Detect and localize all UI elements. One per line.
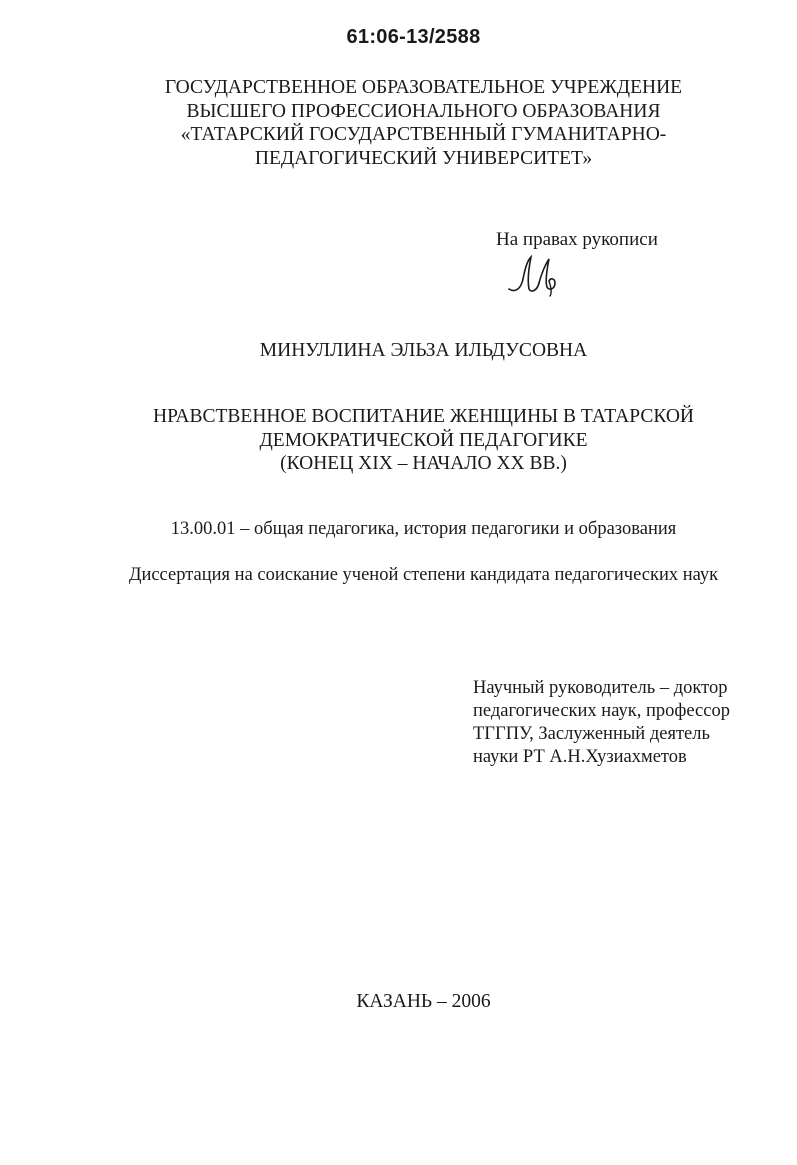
institution-line: ГОСУДАРСТВЕННОЕ ОБРАЗОВАТЕЛЬНОЕ УЧРЕЖДЕНИЕ — [164, 77, 683, 98]
specialty-code: 13.00.01 – общая педагогика, история педагогики и образования — [170, 519, 677, 539]
author-name: МИНУЛЛИНА ЭЛЬЗА ИЛЬДУСОВНА — [259, 340, 588, 361]
institution-name — [0, 76, 797, 170]
supervisor-line: Научный руководитель – доктор — [473, 678, 728, 698]
institution-line: ВЫСШЕГО ПРОФЕССИОНАЛЬНОГО ОБРАЗОВАНИЯ — [186, 100, 661, 122]
supervisor-line: науки РТ А.Н.Хузиахметов — [473, 747, 687, 767]
degree-statement: Диссертация на соискание ученой степени кандидата педагогических наук — [128, 565, 719, 585]
archive-code: 61:06-13/2588 — [346, 26, 481, 48]
dissertation-title — [0, 405, 797, 476]
institution-line: ПЕДАГОГИЧЕСКИЙ УНИВЕРСИТЕТ» — [254, 147, 593, 169]
manuscript-rights-note: На правах рукописи — [496, 229, 658, 250]
handwritten-signature-icon — [505, 253, 561, 297]
scientific-supervisor — [473, 677, 730, 769]
title-line: ДЕМОКРАТИЧЕСКОЙ ПЕДАГОГИКЕ — [259, 429, 588, 451]
supervisor-line: ТГГПУ, Заслуженный деятель — [473, 724, 710, 744]
title-line: (КОНЕЦ XIX – НАЧАЛО XX ВВ.) — [280, 453, 567, 474]
city-year: КАЗАНЬ – 2006 — [356, 991, 491, 1012]
supervisor-line: педагогических наук, профессор — [473, 701, 730, 721]
title-line: НРАВСТВЕННОЕ ВОСПИТАНИЕ ЖЕНЩИНЫ В ТАТАРСКОЙ — [152, 406, 695, 427]
institution-line: «ТАТАРСКИЙ ГОСУДАРСТВЕННЫЙ ГУМАНИТАРНО- — [180, 124, 667, 145]
